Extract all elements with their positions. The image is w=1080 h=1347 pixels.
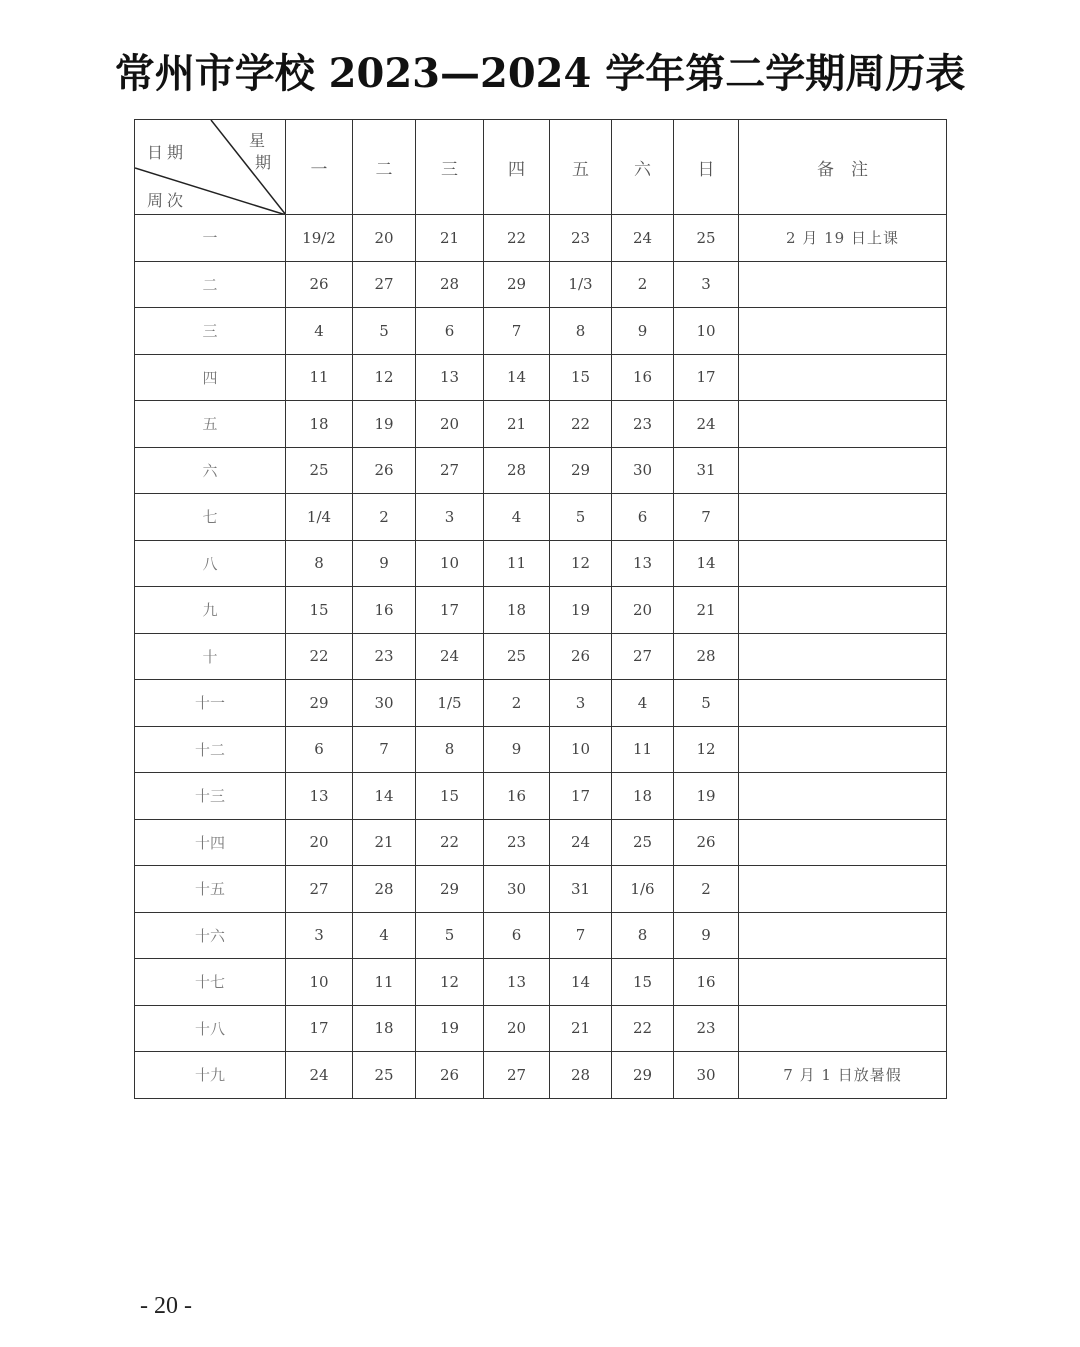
table-row (135, 866, 947, 913)
date-cell: 30 (353, 680, 416, 727)
date-cell: 31 (550, 866, 612, 913)
date-cell: 29 (550, 447, 612, 494)
note-cell (739, 773, 947, 820)
date-cell: 10 (416, 540, 484, 587)
date-cell: 19 (674, 773, 739, 820)
date-cell: 14 (674, 540, 739, 587)
date-cell: 26 (550, 633, 612, 680)
date-cell: 15 (416, 773, 484, 820)
date-cell: 28 (550, 1052, 612, 1099)
date-cell: 11 (286, 354, 353, 401)
date-cell: 3 (550, 680, 612, 727)
table-row (135, 308, 947, 355)
date-cell: 23 (484, 819, 550, 866)
date-cell: 27 (286, 866, 353, 913)
date-cell: 10 (674, 308, 739, 355)
week-number-cell: 十六 (135, 912, 286, 959)
date-cell: 7 (674, 494, 739, 541)
date-cell: 9 (612, 308, 674, 355)
date-cell: 30 (674, 1052, 739, 1099)
date-cell: 12 (674, 726, 739, 773)
header-row (135, 120, 947, 215)
date-cell: 1/5 (416, 680, 484, 727)
date-cell: 16 (612, 354, 674, 401)
week-number-cell: 十四 (135, 819, 286, 866)
note-cell (739, 587, 947, 634)
table-row (135, 1005, 947, 1052)
table-row (135, 215, 947, 262)
date-cell: 23 (550, 215, 612, 262)
column-header-mon: 一 (286, 120, 353, 215)
date-cell: 5 (416, 912, 484, 959)
table-row (135, 540, 947, 587)
date-cell: 6 (612, 494, 674, 541)
date-cell: 25 (484, 633, 550, 680)
date-cell: 24 (286, 1052, 353, 1099)
date-cell: 1/6 (612, 866, 674, 913)
table-row (135, 1052, 947, 1099)
date-cell: 15 (286, 587, 353, 634)
date-cell: 23 (674, 1005, 739, 1052)
column-header-sat: 六 (612, 120, 674, 215)
date-cell: 6 (416, 308, 484, 355)
date-cell: 27 (353, 261, 416, 308)
week-number-cell: 七 (135, 494, 286, 541)
week-number-cell: 十一 (135, 680, 286, 727)
date-cell: 18 (286, 401, 353, 448)
date-cell: 19 (353, 401, 416, 448)
date-cell: 21 (416, 215, 484, 262)
date-cell: 18 (612, 773, 674, 820)
column-header-wed: 三 (416, 120, 484, 215)
date-cell: 16 (353, 587, 416, 634)
week-number-cell: 三 (135, 308, 286, 355)
note-cell (739, 540, 947, 587)
corner-label-qi: 期 (255, 153, 272, 172)
corner-label-week: 周次 (147, 191, 188, 210)
date-cell: 5 (674, 680, 739, 727)
date-cell: 29 (416, 866, 484, 913)
date-cell: 17 (286, 1005, 353, 1052)
table-row (135, 959, 947, 1006)
date-cell: 13 (484, 959, 550, 1006)
date-cell: 8 (416, 726, 484, 773)
date-cell: 20 (612, 587, 674, 634)
date-cell: 20 (416, 401, 484, 448)
date-cell: 19/2 (286, 215, 353, 262)
week-number-cell: 四 (135, 354, 286, 401)
week-number-cell: 十七 (135, 959, 286, 1006)
week-number-cell: 十三 (135, 773, 286, 820)
week-number-cell: 十 (135, 633, 286, 680)
note-cell: 7 月 1 日放暑假 (739, 1052, 947, 1099)
note-cell (739, 866, 947, 913)
table-row (135, 819, 947, 866)
corner-header-cell (135, 120, 286, 215)
date-cell: 31 (674, 447, 739, 494)
date-cell: 6 (286, 726, 353, 773)
table-row (135, 633, 947, 680)
date-cell: 4 (612, 680, 674, 727)
document-title: 常州市学校 2023—2024 学年第二学期周历表 (114, 50, 966, 97)
date-cell: 4 (286, 308, 353, 355)
date-cell: 27 (416, 447, 484, 494)
date-cell: 11 (612, 726, 674, 773)
date-cell: 1/4 (286, 494, 353, 541)
date-cell: 2 (612, 261, 674, 308)
date-cell: 5 (550, 494, 612, 541)
date-cell: 28 (416, 261, 484, 308)
note-cell (739, 680, 947, 727)
date-cell: 29 (612, 1052, 674, 1099)
date-cell: 14 (353, 773, 416, 820)
date-cell: 9 (353, 540, 416, 587)
date-cell: 26 (674, 819, 739, 866)
date-cell: 25 (353, 1052, 416, 1099)
weekly-calendar-table (134, 119, 947, 1099)
date-cell: 18 (484, 587, 550, 634)
date-cell: 27 (612, 633, 674, 680)
week-number-cell: 十五 (135, 866, 286, 913)
date-cell: 1/3 (550, 261, 612, 308)
date-cell: 22 (612, 1005, 674, 1052)
note-cell (739, 819, 947, 866)
date-cell: 25 (286, 447, 353, 494)
date-cell: 28 (674, 633, 739, 680)
date-cell: 22 (484, 215, 550, 262)
note-cell (739, 726, 947, 773)
table-row (135, 401, 947, 448)
date-cell: 19 (416, 1005, 484, 1052)
date-cell: 2 (674, 866, 739, 913)
week-number-cell: 一 (135, 215, 286, 262)
date-cell: 3 (674, 261, 739, 308)
date-cell: 14 (484, 354, 550, 401)
date-cell: 8 (286, 540, 353, 587)
table-row (135, 447, 947, 494)
date-cell: 13 (416, 354, 484, 401)
date-cell: 16 (674, 959, 739, 1006)
date-cell: 4 (484, 494, 550, 541)
date-cell: 19 (550, 587, 612, 634)
date-cell: 28 (484, 447, 550, 494)
calendar-body (135, 215, 947, 1099)
note-cell (739, 912, 947, 959)
date-cell: 21 (353, 819, 416, 866)
date-cell: 24 (550, 819, 612, 866)
date-cell: 7 (550, 912, 612, 959)
date-cell: 4 (353, 912, 416, 959)
date-cell: 21 (484, 401, 550, 448)
date-cell: 7 (484, 308, 550, 355)
date-cell: 22 (550, 401, 612, 448)
date-cell: 30 (612, 447, 674, 494)
note-cell (739, 633, 947, 680)
note-cell (739, 308, 947, 355)
date-cell: 24 (416, 633, 484, 680)
date-cell: 14 (550, 959, 612, 1006)
table-row (135, 494, 947, 541)
table-row (135, 354, 947, 401)
date-cell: 16 (484, 773, 550, 820)
column-header-notes: 备 注 (739, 120, 947, 215)
date-cell: 13 (286, 773, 353, 820)
column-header-sun: 日 (674, 120, 739, 215)
note-cell (739, 447, 947, 494)
table-row (135, 587, 947, 634)
note-cell (739, 959, 947, 1006)
corner-label-xing: 星 (249, 131, 266, 150)
date-cell: 21 (550, 1005, 612, 1052)
date-cell: 26 (416, 1052, 484, 1099)
date-cell: 17 (674, 354, 739, 401)
date-cell: 3 (286, 912, 353, 959)
table-row (135, 680, 947, 727)
column-header-tue: 二 (353, 120, 416, 215)
week-number-cell: 八 (135, 540, 286, 587)
date-cell: 30 (484, 866, 550, 913)
date-cell: 13 (612, 540, 674, 587)
date-cell: 15 (612, 959, 674, 1006)
date-cell: 23 (353, 633, 416, 680)
week-number-cell: 二 (135, 261, 286, 308)
date-cell: 8 (612, 912, 674, 959)
date-cell: 11 (353, 959, 416, 1006)
date-cell: 6 (484, 912, 550, 959)
date-cell: 20 (353, 215, 416, 262)
date-cell: 9 (484, 726, 550, 773)
date-cell: 17 (550, 773, 612, 820)
date-cell: 20 (286, 819, 353, 866)
note-cell (739, 261, 947, 308)
note-cell (739, 1005, 947, 1052)
week-number-cell: 九 (135, 587, 286, 634)
date-cell: 24 (612, 215, 674, 262)
date-cell: 28 (353, 866, 416, 913)
page-number: - 20 - (140, 1293, 192, 1319)
date-cell: 12 (550, 540, 612, 587)
column-header-thu: 四 (484, 120, 550, 215)
table-row (135, 912, 947, 959)
date-cell: 21 (674, 587, 739, 634)
date-cell: 10 (550, 726, 612, 773)
date-cell: 18 (353, 1005, 416, 1052)
date-cell: 12 (416, 959, 484, 1006)
date-cell: 2 (353, 494, 416, 541)
note-cell: 2 月 19 日上课 (739, 215, 947, 262)
week-number-cell: 六 (135, 447, 286, 494)
date-cell: 22 (286, 633, 353, 680)
table-row (135, 726, 947, 773)
date-cell: 25 (612, 819, 674, 866)
date-cell: 12 (353, 354, 416, 401)
date-cell: 11 (484, 540, 550, 587)
date-cell: 25 (674, 215, 739, 262)
date-cell: 9 (674, 912, 739, 959)
date-cell: 15 (550, 354, 612, 401)
date-cell: 20 (484, 1005, 550, 1052)
date-cell: 23 (612, 401, 674, 448)
date-cell: 7 (353, 726, 416, 773)
table-row (135, 773, 947, 820)
date-cell: 24 (674, 401, 739, 448)
table-row (135, 261, 947, 308)
date-cell: 26 (353, 447, 416, 494)
date-cell: 5 (353, 308, 416, 355)
date-cell: 29 (286, 680, 353, 727)
date-cell: 29 (484, 261, 550, 308)
corner-label-date: 日期 (147, 143, 188, 162)
note-cell (739, 354, 947, 401)
column-header-fri: 五 (550, 120, 612, 215)
date-cell: 22 (416, 819, 484, 866)
week-number-cell: 五 (135, 401, 286, 448)
date-cell: 26 (286, 261, 353, 308)
date-cell: 2 (484, 680, 550, 727)
week-number-cell: 十九 (135, 1052, 286, 1099)
date-cell: 27 (484, 1052, 550, 1099)
note-cell (739, 401, 947, 448)
week-number-cell: 十二 (135, 726, 286, 773)
date-cell: 8 (550, 308, 612, 355)
week-number-cell: 十八 (135, 1005, 286, 1052)
date-cell: 3 (416, 494, 484, 541)
note-cell (739, 494, 947, 541)
date-cell: 17 (416, 587, 484, 634)
date-cell: 10 (286, 959, 353, 1006)
